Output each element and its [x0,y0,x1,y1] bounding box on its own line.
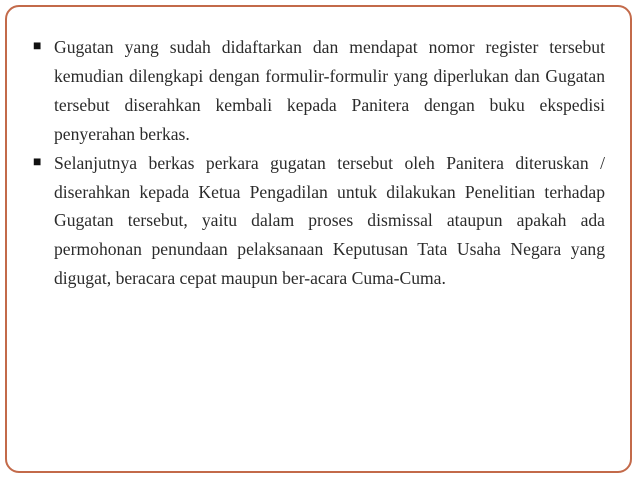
bullet-square-icon: ■ [33,39,42,54]
bullet-square-icon: ■ [33,154,42,170]
bullet-item-1 [33,33,605,149]
slide-content [33,33,605,293]
bullet-item-2 [33,149,605,294]
bullet-text-1: Gugatan yang sudah didaftarkan dan mendapat nomor register tersebut kemudian dilengkapi dengan formulir-formulir yang diperlukan dan Gugatan tersebut diserahkan kembali kepada Panitera dengan buku ekspedisi penyerahan berkas. [54,37,605,144]
bullet-text-2: Selanjutnya berkas perkara gugatan tersebut oleh Panitera diteruskan / diserahkan kepada Ketua Pengadilan untuk dilakukan Penelitian terhadap Gugatan tersebut, yaitu dalam proses dismissal ataupun apakah ada permohonan penundaan pelaksanaan Keputusan Tata Usaha Negara yang digugat, beracara cepat maupun ber-acara Cuma-Cuma. [54,152,605,289]
